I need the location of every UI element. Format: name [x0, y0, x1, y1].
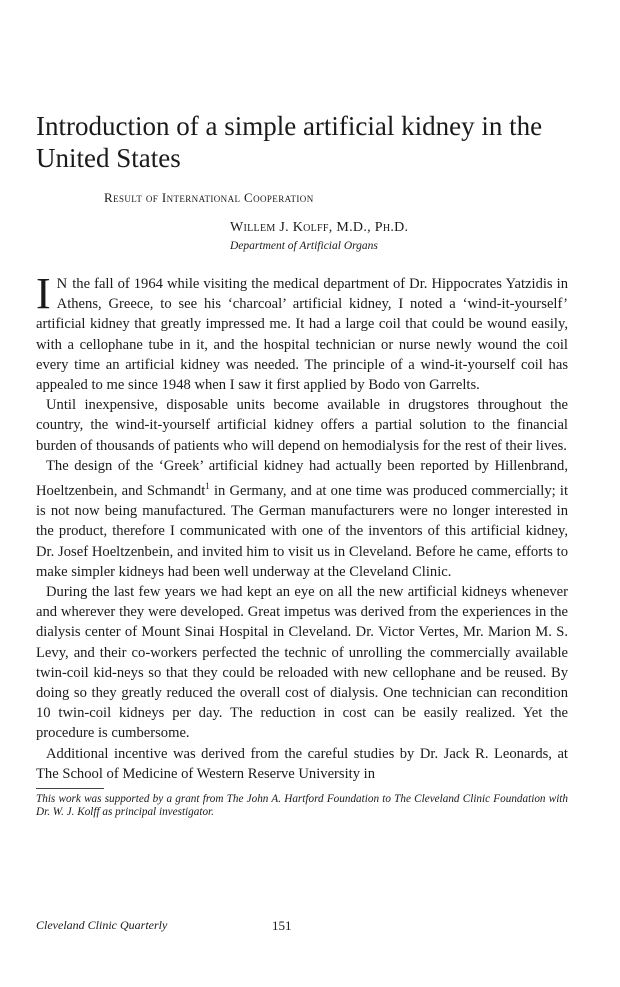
article-page: [36, 110, 568, 819]
footnote: This work was supported by a grant from The John A. Hartford Foundation to The Cleveland Clinic Foundation with Dr. W. J. Kolff as principal investigator.: [36, 792, 568, 818]
first-word: N: [56, 276, 69, 292]
paragraph-1-text: the fall of 1964 while visiting the medical department of Dr. Hippocrates Yatzidis in Athens, Greece, to see his ‘charcoal’ artificial kidney, I noted a ‘wind-it-yourself’ artificial kidney that greatly impressed me. It had a large coil that could be wound easily, with a cellophane tube in it, and the hospital technician or nurse newly wound the coil every time an artificial kidney was needed. The principle of a wind-it-yourself coil has appealed to me since 1948 when I saw it first applied by Bodo von Garrelts.: [36, 276, 568, 394]
paragraph-4: During the last few years we had kept an eye on all the new artificial kidneys whenever and wherever they were developed. Great impetus was derived from the experiences in the dialysis center of Mount Sinai Hospital in Cleveland. Dr. Victor Vertes, Mr. Marion M. S. Levy, and their co-workers perfected the technic of unrolling the commercially available twin-coil kid-neys so that they could be reloaded with new cellophane and be reused. By doing so they greatly reduced the overall cost of dialysis. One technician can recondition 10 twin-coil kidneys per day. The reduction in cost can be easily realized. Yet the procedure is cumbersome.: [36, 583, 568, 742]
article-body: [36, 269, 568, 784]
page-number: 151: [272, 918, 292, 933]
paragraph-3: [36, 456, 568, 582]
drop-cap: I: [36, 269, 51, 318]
paragraph-2: Until inexpensive, disposable units become available in drugstores throughout the country, the wind-it-yourself artificial kidney offers a partial solution to the financial burden of thousands of patients who will depend on hemodialysis for the rest of their lives.: [36, 397, 568, 454]
paragraph-1: [36, 269, 568, 395]
paragraph-3-text-a: The design of the ‘Greek’ artificial kidney had actually been reported by Hillenbrand, Hoeltzenbein, and Schmandt: [36, 457, 568, 499]
journal-name: Cleveland Clinic Quarterly: [36, 918, 168, 932]
footnote-rule: [36, 788, 104, 789]
paragraph-5: Additional incentive was derived from the careful studies by Dr. Jack R. Leonards, at The School of Medicine of Western Reserve University in: [36, 745, 568, 782]
author-department: Department of Artificial Organs: [230, 240, 378, 252]
article-title: Introduction of a simple artificial kidney in the United States: [36, 111, 543, 173]
article-subtitle: Result of International Cooperation: [104, 190, 314, 205]
author-name: Willem J. Kolff, M.D., Ph.D.: [230, 220, 409, 235]
paragraph-3-text-b: in Germany, and at one time was produced commercially; it is not now being manufactured. The German manufacturers were no longer interested in the product, therefore I communicated with one of the inventors of this artificial kidney, Dr. Josef Hoeltzenbein, and invited him to visit us in Cleveland. Before he came, efforts to make simpler kidneys had been well underway at the Cleveland Clinic.: [36, 482, 568, 580]
reference-superscript: 1: [205, 481, 210, 492]
